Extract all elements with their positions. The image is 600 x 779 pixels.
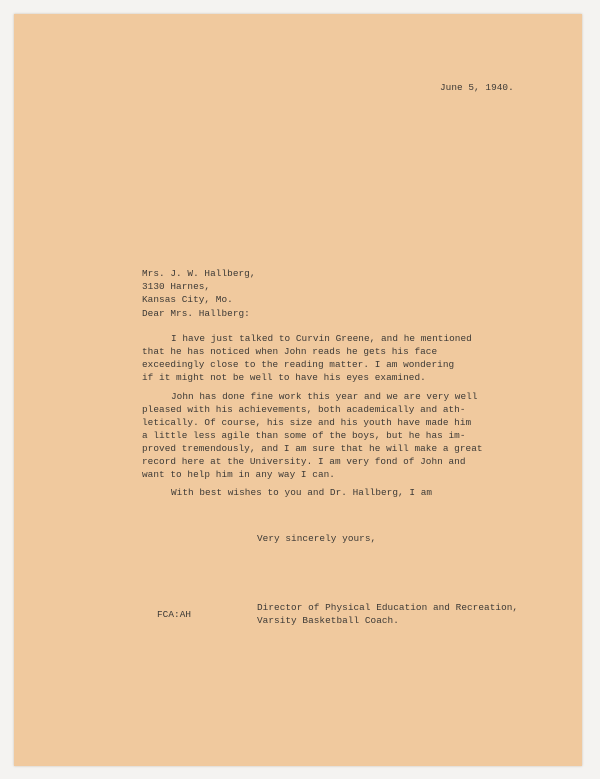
paragraph-2-line: letically. Of course, his size and his youth have made him <box>142 417 472 428</box>
letter-page <box>14 14 582 766</box>
paragraph-2-line: want to help him in any way I can. <box>142 469 335 480</box>
letter-date: June 5, 1940. <box>440 82 514 93</box>
reference-initials: FCA:AH <box>157 609 192 620</box>
signature-title: Varsity Basketball Coach. <box>257 615 399 626</box>
paragraph-2-line: a little less agile than some of the boys, but he has im- <box>142 430 466 441</box>
signature-title: Director of Physical Education and Recreation, <box>257 602 519 613</box>
paragraph-1-line: exceedingly close to the reading matter. I am wondering <box>142 359 455 370</box>
paragraph-2-line: pleased with his achievements, both academically and ath- <box>142 404 466 415</box>
paragraph-3 <box>142 486 542 499</box>
paragraph-2-line: proved tremendously, and I am sure that he will make a great <box>142 443 483 454</box>
complimentary-closing: Very sincerely yours, <box>257 533 377 544</box>
recipient-street: 3130 Harnes, <box>142 281 211 292</box>
paragraph-1 <box>142 332 542 384</box>
paragraph-1-line: that he has noticed when John reads he gets his face <box>142 346 438 357</box>
paragraph-3-line: With best wishes to you and Dr. Hallberg, I am <box>171 487 433 498</box>
paragraph-1-line: I have just talked to Curvin Greene, and he mentioned <box>171 333 472 344</box>
paragraph-2 <box>142 390 542 481</box>
recipient-city: Kansas City, Mo. <box>142 294 233 305</box>
signature-block <box>257 601 518 627</box>
salutation: Dear Mrs. Hallberg: <box>142 308 250 319</box>
paragraph-2-line: John has done fine work this year and we are very well <box>171 391 478 402</box>
recipient-name: Mrs. J. W. Hallberg, <box>142 268 256 279</box>
paragraph-2-line: record here at the University. I am very fond of John and <box>142 456 466 467</box>
paragraph-1-line: if it might not be well to have his eyes examined. <box>142 372 426 383</box>
